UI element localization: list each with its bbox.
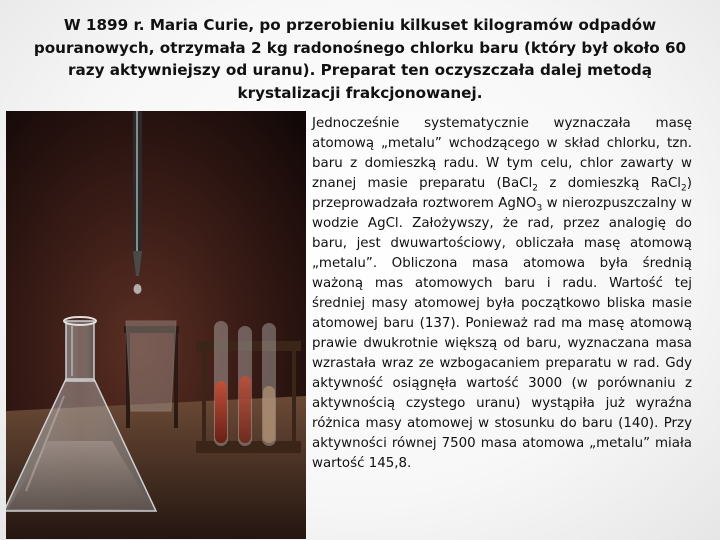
paragraph-part-2: z domieszką RaCl [537, 176, 682, 191]
page-title: W 1899 r. Maria Curie, po przerobieniu kilkuset kilogramów odpadów pouranowych, otrzymała 2 kg radonośnego chlorku baru (który był około 60 razy aktywniejszy od uranu). Preparat ten oczyszczała dalej metodą krystalizacji frakcjonowanej. [33, 16, 687, 102]
subscript-2b: 2 [681, 183, 687, 194]
lab-scene-illustration [6, 111, 306, 539]
subscript-3: 3 [536, 203, 543, 214]
body-paragraph [312, 114, 692, 474]
paragraph-part-3: ) przeprowadzała roztworem AgNO [312, 176, 692, 211]
laboratory-glassware-photo [6, 111, 306, 539]
subscript-2a: 2 [532, 183, 538, 194]
paragraph-part-4: w nierozpuszczalny w wodzie AgCl. Założywszy, że rad, przez analogię do baru, jest dwuwartościowy, obliczała masę atomową „metalu”. Obliczona masa atomowa była średnią ważoną mas atomowych baru i radu. Wartość tej średniej masy atomowej była początkowo bliska masie atomowej baru (137). Ponieważ rad ma masę atomową prawie dwukrotnie większą od baru, wyznaczana masa wzrastała wraz ze wzbogacaniem preparatu w rad. Gdy aktywność osiągnęła wartość 3000 (w porównaniu z aktywnością czystego uranu) wystąpiła już wyraźna różnica masy atomowej w stosunku do baru (140). Przy aktywności równej 7500 masa atomowa „metalu” miała wartość 145,8. [312, 196, 692, 471]
paragraph-part-1: Jednocześnie systematycznie wyznaczała masę atomową „metalu” wchodzącego w skład chlorku, tzn. baru z domieszką radu. W tym celu, chlor zawarty w znanej masie preparatu (BaCl [312, 116, 692, 191]
